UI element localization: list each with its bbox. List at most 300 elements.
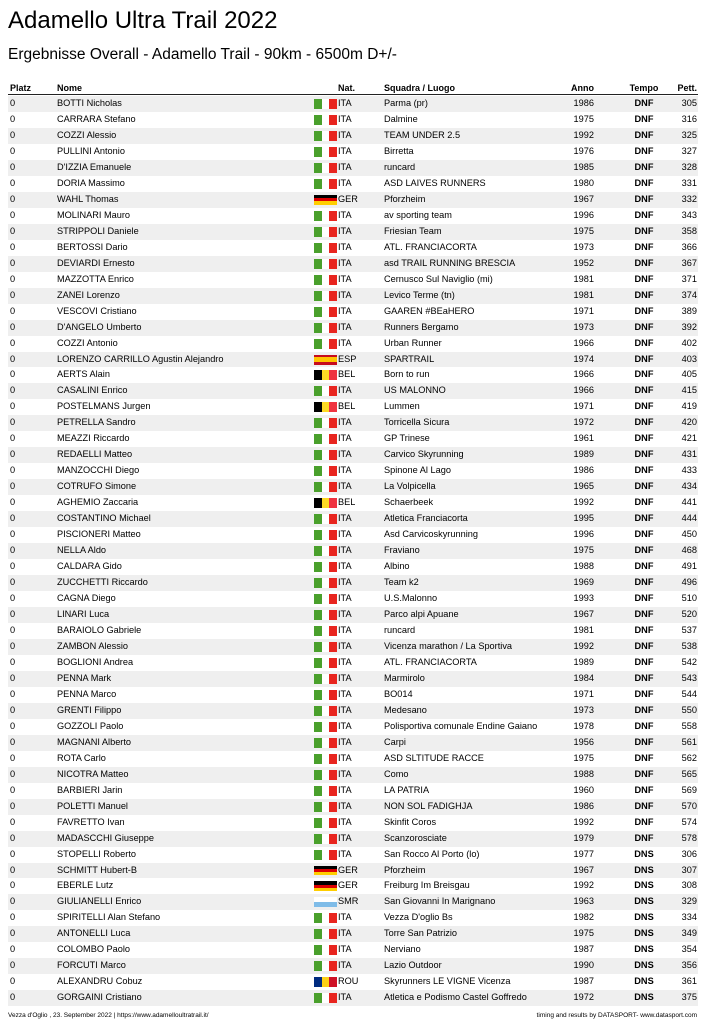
cell-name: FORCUTI Marco bbox=[57, 960, 126, 971]
cell-pett: 332 bbox=[681, 193, 697, 204]
flag-icon bbox=[314, 642, 337, 652]
cell-pett: 496 bbox=[681, 577, 697, 588]
cell-pett: 544 bbox=[681, 688, 697, 699]
cell-pett: 361 bbox=[681, 976, 697, 987]
cell-anno: 1986 bbox=[573, 800, 594, 811]
flag-icon bbox=[314, 514, 337, 524]
cell-nat: ITA bbox=[338, 688, 352, 699]
cell-team: asd TRAIL RUNNING BRESCIA bbox=[384, 257, 516, 268]
cell-tempo: DNS bbox=[634, 960, 654, 971]
cell-tempo: DNF bbox=[634, 353, 654, 364]
table-row bbox=[8, 543, 698, 559]
cell-tempo: DNF bbox=[634, 752, 654, 763]
cell-pett: 520 bbox=[681, 609, 697, 619]
table-row bbox=[8, 719, 698, 735]
cell-tempo: DNF bbox=[634, 193, 654, 204]
flag-icon bbox=[314, 834, 337, 844]
cell-nat: ITA bbox=[338, 640, 352, 651]
cell-name: COZZI Antonio bbox=[57, 337, 118, 348]
table-row bbox=[8, 128, 698, 144]
cell-platz: 0 bbox=[10, 417, 16, 428]
flag-icon bbox=[314, 754, 337, 764]
table-row bbox=[8, 735, 698, 751]
cell-nat: ITA bbox=[338, 960, 352, 971]
cell-pett: 491 bbox=[681, 561, 697, 572]
cell-team: SPARTRAIL bbox=[384, 353, 435, 364]
cell-team: LA PATRIA bbox=[384, 784, 430, 795]
flag-icon bbox=[314, 482, 337, 492]
flag-icon bbox=[314, 323, 337, 333]
cell-nat: ITA bbox=[338, 577, 352, 588]
table-row bbox=[8, 655, 698, 671]
cell-platz: 0 bbox=[10, 353, 16, 364]
flag-icon bbox=[314, 674, 337, 684]
cell-anno: 1965 bbox=[573, 481, 594, 492]
flag-icon bbox=[314, 530, 337, 540]
cell-name: WAHL Thomas bbox=[57, 193, 119, 204]
flag-icon bbox=[314, 993, 337, 1003]
cell-anno: 1982 bbox=[573, 912, 594, 923]
cell-team: Fraviano bbox=[384, 545, 420, 556]
cell-nat: ITA bbox=[338, 241, 352, 252]
header-pett: Pett. bbox=[677, 83, 697, 93]
cell-nat: ITA bbox=[338, 704, 352, 715]
cell-platz: 0 bbox=[10, 273, 16, 284]
flag-icon bbox=[314, 738, 337, 748]
cell-tempo: DNF bbox=[634, 98, 654, 108]
cell-team: Como bbox=[384, 768, 409, 779]
cell-nat: ITA bbox=[338, 768, 352, 779]
cell-platz: 0 bbox=[10, 98, 16, 108]
table-row bbox=[8, 511, 698, 527]
cell-name: GOZZOLI Paolo bbox=[57, 720, 124, 731]
flag-icon bbox=[314, 355, 337, 365]
cell-pett: 306 bbox=[681, 848, 697, 859]
cell-name: ZUCCHETTI Riccardo bbox=[57, 577, 148, 588]
table-row bbox=[8, 799, 698, 815]
flag-icon bbox=[314, 961, 337, 971]
cell-nat: ITA bbox=[338, 752, 352, 763]
cell-anno: 1992 bbox=[573, 497, 594, 508]
cell-team: Born to run bbox=[384, 369, 430, 380]
flag-icon bbox=[314, 339, 337, 349]
cell-nat: ITA bbox=[338, 145, 352, 156]
cell-anno: 1975 bbox=[573, 545, 594, 556]
cell-anno: 1987 bbox=[573, 944, 594, 955]
flag-icon bbox=[314, 434, 337, 444]
results-table bbox=[8, 96, 698, 1006]
cell-anno: 1974 bbox=[573, 353, 594, 364]
cell-pett: 434 bbox=[681, 481, 697, 492]
cell-team: Runners Bergamo bbox=[384, 321, 459, 332]
flag-icon bbox=[314, 626, 337, 636]
cell-nat: BEL bbox=[338, 369, 356, 380]
flag-icon bbox=[314, 546, 337, 556]
cell-team: NON SOL FADIGHJA bbox=[384, 800, 473, 811]
cell-tempo: DNF bbox=[634, 624, 654, 635]
cell-pett: 349 bbox=[681, 928, 697, 939]
cell-nat: ITA bbox=[338, 321, 352, 332]
cell-platz: 0 bbox=[10, 848, 16, 859]
cell-team: GP Trinese bbox=[384, 433, 430, 444]
cell-name: PISCIONERI Matteo bbox=[57, 529, 141, 540]
header-tempo: Tempo bbox=[629, 83, 659, 93]
cell-nat: ITA bbox=[338, 656, 352, 667]
cell-nat: ITA bbox=[338, 161, 352, 172]
cell-anno: 1975 bbox=[573, 113, 594, 124]
cell-anno: 1967 bbox=[573, 193, 594, 204]
cell-pett: 565 bbox=[681, 768, 697, 779]
cell-name: STOPELLI Roberto bbox=[57, 848, 136, 859]
cell-team: Parco alpi Apuane bbox=[384, 609, 459, 619]
cell-platz: 0 bbox=[10, 321, 16, 332]
cell-tempo: DNF bbox=[634, 289, 654, 300]
cell-name: COLOMBO Paolo bbox=[57, 944, 131, 955]
table-row bbox=[8, 208, 698, 224]
cell-team: Pforzheim bbox=[384, 193, 426, 204]
cell-name: LINARI Luca bbox=[57, 609, 110, 619]
cell-name: CARRARA Stefano bbox=[57, 113, 136, 124]
cell-tempo: DNF bbox=[634, 561, 654, 572]
cell-tempo: DNF bbox=[634, 465, 654, 476]
table-row bbox=[8, 336, 698, 352]
cell-tempo: DNF bbox=[634, 273, 654, 284]
cell-pett: 374 bbox=[681, 289, 697, 300]
cell-anno: 1992 bbox=[573, 129, 594, 140]
header-nat: Nat. bbox=[338, 83, 356, 93]
cell-tempo: DNF bbox=[634, 321, 654, 332]
cell-name: MAZZOTTA Enrico bbox=[57, 273, 134, 284]
flag-icon bbox=[314, 850, 337, 860]
cell-nat: ITA bbox=[338, 385, 352, 396]
flag-icon bbox=[314, 977, 337, 987]
cell-pett: 354 bbox=[681, 944, 697, 955]
cell-platz: 0 bbox=[10, 289, 16, 300]
table-row bbox=[8, 479, 698, 495]
cell-tempo: DNF bbox=[634, 672, 654, 683]
cell-tempo: DNF bbox=[634, 241, 654, 252]
cell-name: CALDARA Gido bbox=[57, 561, 122, 572]
cell-name: COZZI Alessio bbox=[57, 129, 117, 140]
cell-pett: 316 bbox=[681, 113, 697, 124]
cell-pett: 403 bbox=[681, 353, 697, 364]
table-row bbox=[8, 591, 698, 607]
table-row bbox=[8, 144, 698, 160]
header-name: Nome bbox=[57, 83, 83, 93]
cell-team: Lummen bbox=[384, 401, 420, 412]
table-row bbox=[8, 687, 698, 703]
flag-icon bbox=[314, 275, 337, 285]
cell-pett: 562 bbox=[681, 752, 697, 763]
cell-team: Friesian Team bbox=[384, 225, 442, 236]
table-row bbox=[8, 447, 698, 463]
cell-name: GORGAINI Cristiano bbox=[57, 992, 142, 1003]
table-row bbox=[8, 783, 698, 799]
cell-team: TEAM UNDER 2.5 bbox=[384, 129, 461, 140]
table-row bbox=[8, 431, 698, 447]
cell-nat: ITA bbox=[338, 593, 352, 604]
table-row bbox=[8, 878, 698, 894]
table-row bbox=[8, 863, 698, 879]
table-row bbox=[8, 974, 698, 990]
cell-tempo: DNF bbox=[634, 385, 654, 396]
flag-icon bbox=[314, 243, 337, 253]
cell-tempo: DNF bbox=[634, 177, 654, 188]
flag-icon bbox=[314, 211, 337, 221]
cell-team: Torricella Sicura bbox=[384, 417, 450, 428]
cell-nat: ITA bbox=[338, 720, 352, 731]
cell-tempo: DNS bbox=[634, 928, 654, 939]
flag-icon bbox=[314, 450, 337, 460]
cell-name: ZAMBON Alessio bbox=[57, 640, 128, 651]
cell-pett: 328 bbox=[681, 161, 697, 172]
cell-nat: GER bbox=[338, 193, 358, 204]
cell-pett: 402 bbox=[681, 337, 697, 348]
cell-nat: ITA bbox=[338, 944, 352, 955]
cell-anno: 1987 bbox=[573, 976, 594, 987]
cell-tempo: DNS bbox=[634, 848, 654, 859]
cell-nat: BEL bbox=[338, 401, 356, 412]
cell-name: ROTA Carlo bbox=[57, 752, 106, 763]
cell-nat: ITA bbox=[338, 177, 352, 188]
cell-platz: 0 bbox=[10, 768, 16, 779]
cell-tempo: DNS bbox=[634, 864, 654, 875]
cell-platz: 0 bbox=[10, 593, 16, 604]
cell-nat: ITA bbox=[338, 912, 352, 923]
cell-team: Freiburg Im Breisgau bbox=[384, 880, 470, 891]
cell-pett: 538 bbox=[681, 640, 697, 651]
cell-pett: 405 bbox=[681, 369, 697, 380]
cell-nat: ITA bbox=[338, 816, 352, 827]
cell-team: La Volpicella bbox=[384, 481, 436, 492]
cell-anno: 1967 bbox=[573, 609, 594, 619]
cell-anno: 1984 bbox=[573, 672, 594, 683]
cell-nat: ITA bbox=[338, 113, 352, 124]
cell-pett: 450 bbox=[681, 529, 697, 540]
cell-anno: 1980 bbox=[573, 177, 594, 188]
cell-name: BOTTI Nicholas bbox=[57, 98, 122, 108]
cell-tempo: DNF bbox=[634, 800, 654, 811]
cell-team: Asd Carvicoskyrunning bbox=[384, 529, 478, 540]
cell-anno: 1989 bbox=[573, 449, 594, 460]
cell-anno: 1976 bbox=[573, 145, 594, 156]
cell-name: FAVRETTO Ivan bbox=[57, 816, 125, 827]
flag-icon bbox=[314, 881, 337, 891]
table-row bbox=[8, 224, 698, 240]
cell-name: EBERLE Lutz bbox=[57, 880, 114, 891]
cell-team: U.S.Malonno bbox=[384, 593, 438, 604]
cell-team: Atletica e Podismo Castel Goffredo bbox=[384, 992, 527, 1003]
cell-platz: 0 bbox=[10, 688, 16, 699]
cell-team: Vicenza marathon / La Sportiva bbox=[384, 640, 513, 651]
cell-platz: 0 bbox=[10, 129, 16, 140]
cell-anno: 1973 bbox=[573, 704, 594, 715]
cell-tempo: DNF bbox=[634, 688, 654, 699]
cell-name: BOGLIONI Andrea bbox=[57, 656, 134, 667]
cell-team: Skyrunners LE VIGNE Vicenza bbox=[384, 976, 511, 987]
cell-team: BO014 bbox=[384, 688, 413, 699]
cell-nat: BEL bbox=[338, 497, 356, 508]
table-row bbox=[8, 304, 698, 320]
cell-anno: 1973 bbox=[573, 321, 594, 332]
cell-nat: ITA bbox=[338, 257, 352, 268]
cell-name: BERTOSSI Dario bbox=[57, 241, 128, 252]
cell-team: av sporting team bbox=[384, 209, 452, 220]
cell-tempo: DNF bbox=[634, 529, 654, 540]
cell-nat: ITA bbox=[338, 928, 352, 939]
flag-icon bbox=[314, 179, 337, 189]
cell-name: PULLINI Antonio bbox=[57, 145, 125, 156]
cell-tempo: DNF bbox=[634, 720, 654, 731]
cell-platz: 0 bbox=[10, 976, 16, 987]
cell-name: PENNA Mark bbox=[57, 672, 112, 683]
cell-anno: 1990 bbox=[573, 960, 594, 971]
cell-anno: 1956 bbox=[573, 736, 594, 747]
cell-platz: 0 bbox=[10, 640, 16, 651]
cell-tempo: DNS bbox=[634, 976, 654, 987]
cell-name: AGHEMIO Zaccaria bbox=[57, 497, 139, 508]
cell-pett: 561 bbox=[681, 736, 697, 747]
flag-icon bbox=[314, 163, 337, 173]
cell-nat: GER bbox=[338, 880, 358, 891]
cell-pett: 392 bbox=[681, 321, 697, 332]
cell-platz: 0 bbox=[10, 513, 16, 524]
cell-anno: 1960 bbox=[573, 784, 594, 795]
cell-platz: 0 bbox=[10, 561, 16, 572]
table-row bbox=[8, 176, 698, 192]
page-title: Adamello Ultra Trail 2022 bbox=[8, 7, 278, 34]
cell-platz: 0 bbox=[10, 385, 16, 396]
cell-anno: 1972 bbox=[573, 417, 594, 428]
cell-platz: 0 bbox=[10, 704, 16, 715]
cell-anno: 1975 bbox=[573, 928, 594, 939]
flag-icon bbox=[314, 578, 337, 588]
cell-name: PETRELLA Sandro bbox=[57, 417, 136, 428]
cell-name: POLETTI Manuel bbox=[57, 800, 128, 811]
cell-anno: 1975 bbox=[573, 752, 594, 763]
cell-name: D'ANGELO Umberto bbox=[57, 321, 142, 332]
header-anno: Anno bbox=[571, 83, 594, 93]
cell-nat: ITA bbox=[338, 289, 352, 300]
cell-platz: 0 bbox=[10, 992, 16, 1003]
cell-nat: ROU bbox=[338, 976, 359, 987]
cell-platz: 0 bbox=[10, 145, 16, 156]
cell-tempo: DNF bbox=[634, 401, 654, 412]
cell-nat: ITA bbox=[338, 561, 352, 572]
cell-pett: 433 bbox=[681, 465, 697, 476]
cell-pett: 444 bbox=[681, 513, 697, 524]
table-row bbox=[8, 192, 698, 208]
cell-platz: 0 bbox=[10, 720, 16, 731]
cell-platz: 0 bbox=[10, 672, 16, 683]
cell-anno: 1992 bbox=[573, 816, 594, 827]
cell-team: ATL. FRANCIACORTA bbox=[384, 656, 477, 667]
cell-team: Nerviano bbox=[384, 944, 421, 955]
flag-icon bbox=[314, 786, 337, 796]
table-row bbox=[8, 463, 698, 479]
table-row bbox=[8, 847, 698, 863]
table-row bbox=[8, 495, 698, 511]
cell-anno: 1988 bbox=[573, 561, 594, 572]
cell-platz: 0 bbox=[10, 864, 16, 875]
flag-icon bbox=[314, 818, 337, 828]
cell-anno: 1981 bbox=[573, 624, 594, 635]
cell-anno: 1967 bbox=[573, 864, 594, 875]
flag-icon bbox=[314, 195, 337, 205]
cell-tempo: DNF bbox=[634, 481, 654, 492]
cell-tempo: DNF bbox=[634, 497, 654, 508]
table-row bbox=[8, 320, 698, 336]
cell-tempo: DNF bbox=[634, 337, 654, 348]
cell-platz: 0 bbox=[10, 832, 16, 843]
cell-name: COTRUFO Simone bbox=[57, 481, 137, 492]
cell-nat: ITA bbox=[338, 992, 352, 1003]
cell-tempo: DNS bbox=[634, 992, 654, 1003]
cell-platz: 0 bbox=[10, 609, 16, 619]
cell-team: Albino bbox=[384, 561, 410, 572]
cell-platz: 0 bbox=[10, 209, 16, 220]
table-row bbox=[8, 815, 698, 831]
table-row bbox=[8, 623, 698, 639]
cell-pett: 307 bbox=[681, 864, 697, 875]
cell-platz: 0 bbox=[10, 193, 16, 204]
cell-anno: 1952 bbox=[573, 257, 594, 268]
cell-name: GIULIANELLI Enrico bbox=[57, 896, 142, 907]
cell-team: Scanzorosciate bbox=[384, 832, 447, 843]
cell-anno: 1981 bbox=[573, 273, 594, 284]
cell-team: Pforzheim bbox=[384, 864, 426, 875]
flag-icon bbox=[314, 929, 337, 939]
cell-platz: 0 bbox=[10, 161, 16, 172]
cell-team: Parma (pr) bbox=[384, 98, 428, 108]
cell-name: ALEXANDRU Cobuz bbox=[57, 976, 143, 987]
table-row bbox=[8, 559, 698, 575]
cell-name: PENNA Marco bbox=[57, 688, 117, 699]
cell-anno: 1981 bbox=[573, 289, 594, 300]
cell-team: Carvico Skyrunning bbox=[384, 449, 464, 460]
cell-platz: 0 bbox=[10, 880, 16, 891]
cell-nat: ITA bbox=[338, 433, 352, 444]
cell-nat: GER bbox=[338, 864, 358, 875]
cell-nat: ITA bbox=[338, 337, 352, 348]
table-row bbox=[8, 767, 698, 783]
cell-nat: ITA bbox=[338, 513, 352, 524]
flag-icon bbox=[314, 131, 337, 141]
flag-icon bbox=[314, 610, 337, 620]
cell-tempo: DNF bbox=[634, 449, 654, 460]
cell-team: US MALONNO bbox=[384, 385, 446, 396]
cell-tempo: DNF bbox=[634, 129, 654, 140]
cell-team: Dalmine bbox=[384, 113, 418, 124]
cell-pett: 371 bbox=[681, 273, 697, 284]
cell-pett: 375 bbox=[681, 992, 697, 1003]
cell-platz: 0 bbox=[10, 896, 16, 907]
cell-anno: 1966 bbox=[573, 337, 594, 348]
cell-anno: 1992 bbox=[573, 880, 594, 891]
cell-tempo: DNS bbox=[634, 944, 654, 955]
cell-platz: 0 bbox=[10, 465, 16, 476]
flag-icon bbox=[314, 227, 337, 237]
cell-team: Lazio Outdoor bbox=[384, 960, 442, 971]
cell-nat: ITA bbox=[338, 305, 352, 316]
cell-name: SPIRITELLI Alan Stefano bbox=[57, 912, 161, 923]
cell-pett: 331 bbox=[681, 177, 697, 188]
cell-nat: ITA bbox=[338, 225, 352, 236]
cell-tempo: DNF bbox=[634, 593, 654, 604]
cell-team: ATL. FRANCIACORTA bbox=[384, 241, 477, 252]
cell-anno: 1973 bbox=[573, 241, 594, 252]
cell-team: Cernusco Sul Naviglio (mi) bbox=[384, 273, 493, 284]
